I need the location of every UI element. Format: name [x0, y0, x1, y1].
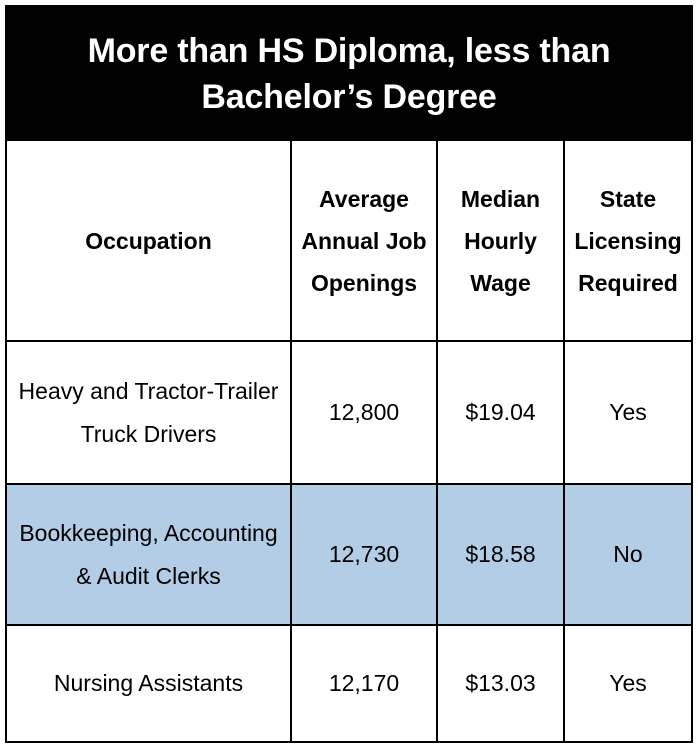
cell-median-wage: $18.58 [437, 484, 564, 625]
header-median-wage: Median Hourly Wage [437, 141, 564, 341]
header-state-licensing: State Licensing Required [564, 141, 691, 341]
cell-state-licensing: No [564, 484, 691, 625]
cell-median-wage: $13.03 [437, 625, 564, 741]
header-job-openings: Average Annual Job Openings [291, 141, 437, 341]
table-title: More than HS Diploma, less than Bachelor’s Degree [87, 32, 611, 116]
table-row-highlighted [7, 484, 691, 625]
header-occupation: Occupation [7, 141, 291, 341]
table-row [7, 625, 691, 741]
cell-occupation: Heavy and Tractor-Trailer Truck Drivers [7, 341, 291, 484]
header-row [7, 141, 691, 341]
cell-job-openings: 12,170 [291, 625, 437, 741]
occupation-table-card [5, 5, 693, 743]
cell-median-wage: $19.04 [437, 341, 564, 484]
table-row [7, 341, 691, 484]
title-banner [7, 7, 691, 141]
cell-state-licensing: Yes [564, 625, 691, 741]
occupation-table [7, 141, 691, 741]
cell-job-openings: 12,730 [291, 484, 437, 625]
cell-occupation: Nursing Assistants [7, 625, 291, 741]
cell-job-openings: 12,800 [291, 341, 437, 484]
cell-state-licensing: Yes [564, 341, 691, 484]
cell-occupation: Bookkeeping, Accounting & Audit Clerks [7, 484, 291, 625]
